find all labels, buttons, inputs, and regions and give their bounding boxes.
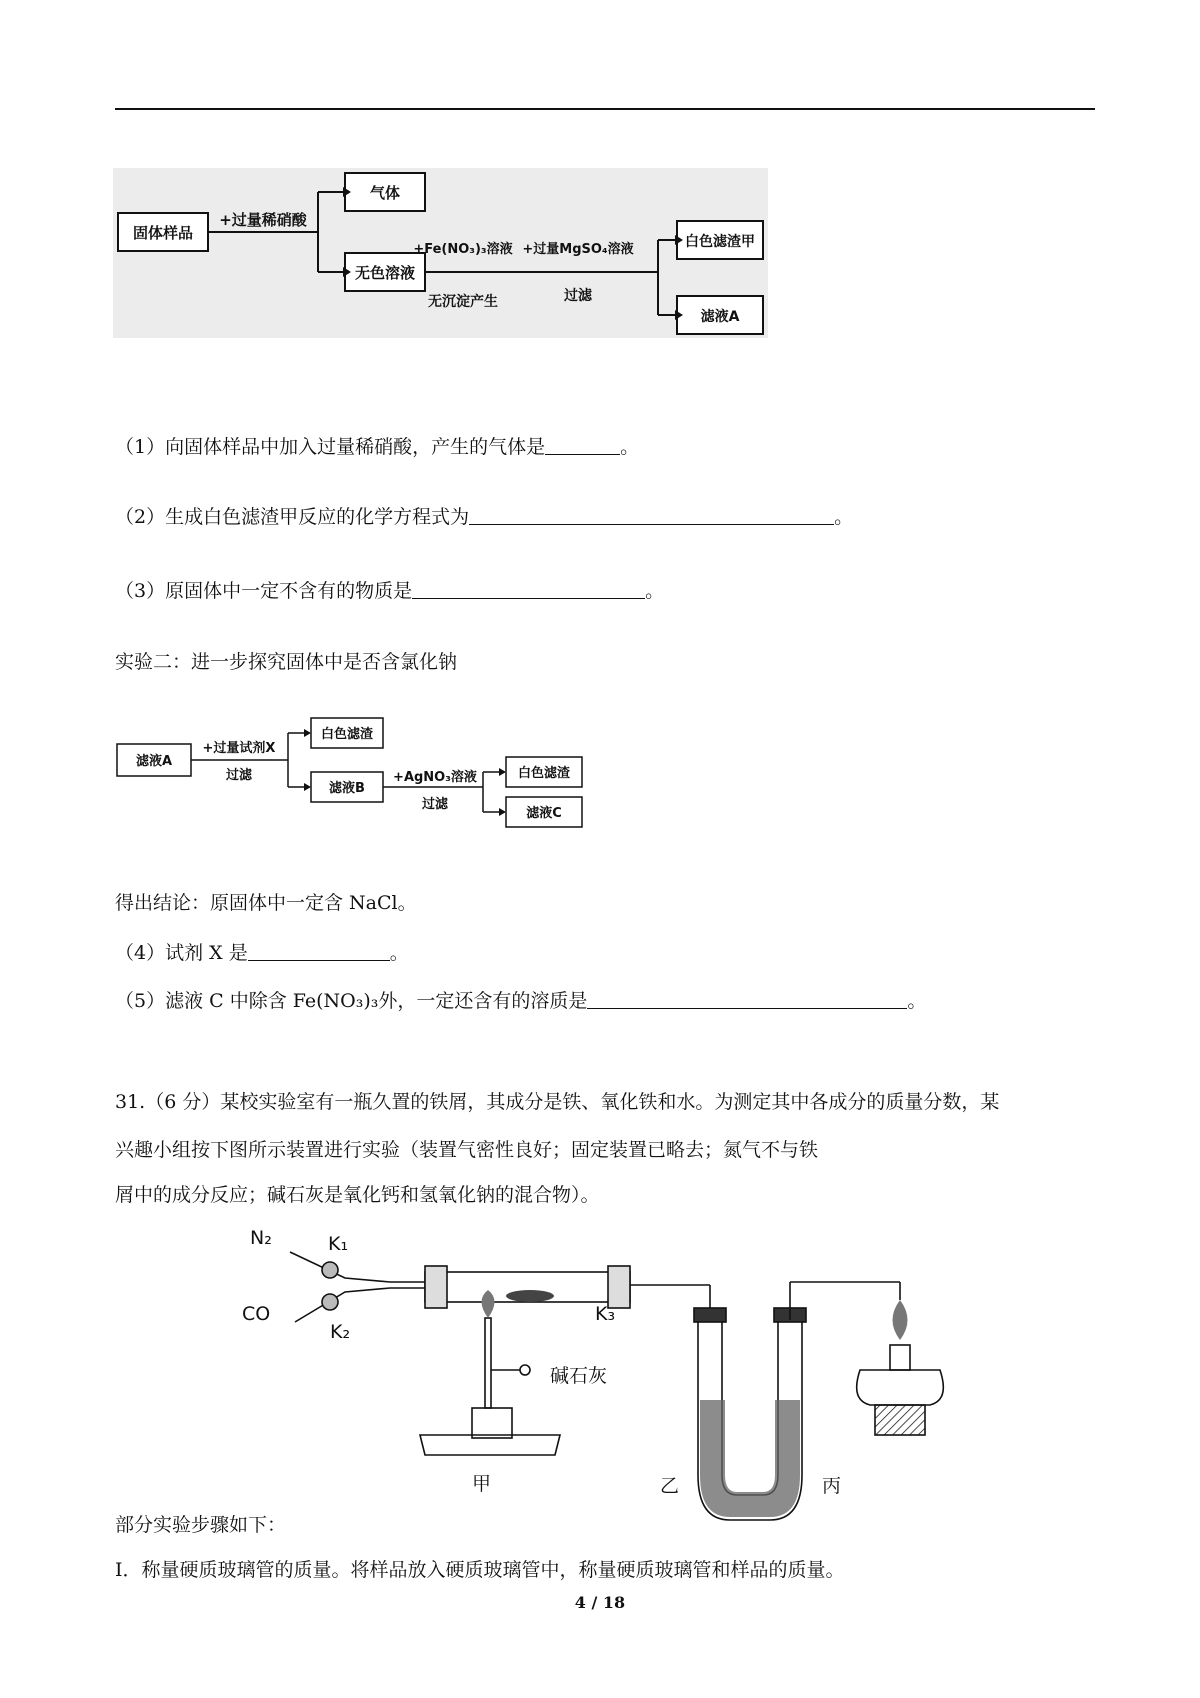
label-k2: K₂ [330, 1321, 351, 1343]
u-tube-stopper-left [694, 1308, 726, 1322]
answer-blank-3[interactable] [412, 580, 645, 599]
label-filtrate-b: 滤液B [329, 781, 365, 796]
answer-blank-1[interactable] [545, 436, 620, 455]
label-agno3: +AgNO₃溶液 [393, 770, 477, 785]
label-co: CO [242, 1303, 271, 1325]
question-1-text: （1）向固体样品中加入过量稀硝酸，产生的气体是 [115, 436, 546, 458]
question-2 [115, 502, 853, 529]
question-4-end: 。 [389, 942, 409, 964]
experiment-2-title: 实验二：进一步探究固体中是否含氯化钠 [115, 651, 458, 673]
label-filtrate-a-2: 滤液A [135, 754, 173, 769]
label-k3: K₃ [595, 1303, 616, 1325]
step-i: Ⅰ．称量硬质玻璃管的质量。将样品放入硬质玻璃管中，称量硬质玻璃管和样品的质量。 [115, 1559, 845, 1581]
question-31-line-2: 兴趣小组按下图所示装置进行实验（装置气密性良好；固定装置已略去；氮气不与铁 [115, 1139, 819, 1161]
flow-diagram-2 [113, 712, 583, 830]
label-bing: 丙 [822, 1475, 842, 1497]
label-white-residue-jia: 白色滤渣甲 [685, 234, 755, 250]
lamp-stand [875, 1405, 925, 1435]
question-2-text: （2）生成白色滤渣甲反应的化学方程式为 [115, 506, 470, 528]
soda-lime-fill [700, 1400, 800, 1517]
question-4 [115, 938, 409, 965]
iron-filings-sample [506, 1290, 554, 1302]
label-reagent-x: +过量试剂X [202, 741, 276, 756]
label-yi: 乙 [660, 1475, 680, 1497]
question-1-end: 。 [620, 436, 640, 458]
label-filter-2: 过滤 [421, 797, 449, 812]
question-3 [115, 576, 664, 603]
question-5-text: （5）滤液 C 中除含 Fe(NO₃)₃外，一定还含有的溶质是 [115, 990, 588, 1012]
lamp-flame [893, 1300, 908, 1340]
u-tube-inner [722, 1315, 778, 1495]
page-number: 4 / 18 [574, 1593, 626, 1612]
label-solid-sample: 固体样品 [132, 224, 194, 242]
question-31-line-3: 屑中的成分反应；碱石灰是氧化钙和氢氧化钠的混合物）。 [115, 1184, 600, 1206]
label-no-precipitate: 无沉淀产生 [428, 294, 498, 310]
label-gas: 气体 [369, 184, 401, 202]
label-white-residue: 白色滤渣 [320, 727, 374, 742]
label-filter-1: 过滤 [225, 768, 253, 783]
burner-column [485, 1318, 491, 1408]
stopper-right [608, 1266, 630, 1308]
k1-valve [322, 1262, 338, 1278]
burner-flame [482, 1290, 495, 1318]
n2-tube [290, 1252, 390, 1282]
label-fe-nitrate: +Fe(NO₃)₃溶液 [413, 242, 513, 257]
k2-valve [322, 1294, 338, 1310]
label-mgso4: +过量MgSO₄溶液 [522, 242, 634, 257]
label-colorless-solution: 无色溶液 [354, 264, 416, 282]
answer-blank-2[interactable] [469, 506, 834, 525]
apparatus-diagram [242, 1220, 950, 1500]
label-dilute-nitric: +过量稀硝酸 [219, 211, 307, 229]
question-5-end: 。 [907, 990, 927, 1012]
label-soda-lime: 碱石灰 [550, 1365, 608, 1387]
question-5 [115, 986, 926, 1013]
stopper-left [425, 1266, 447, 1308]
question-3-text: （3）原固体中一定不含有的物质是 [115, 580, 413, 602]
alcohol-lamp [857, 1370, 944, 1405]
question-4-text: （4）试剂 X 是 [115, 942, 248, 964]
label-jia: 甲 [472, 1473, 492, 1495]
header-rule [115, 108, 1095, 110]
question-2-end: 。 [834, 506, 854, 528]
label-filter: 过滤 [564, 288, 592, 304]
answer-blank-4[interactable] [248, 942, 390, 961]
label-filtrate-c: 滤液C [526, 806, 562, 821]
co-tube [295, 1288, 390, 1322]
flow-diagram-1 [113, 168, 768, 338]
label-white-residue-2: 白色滤渣 [517, 766, 571, 781]
label-n2: N₂ [250, 1227, 272, 1249]
label-k1: K₁ [328, 1233, 349, 1255]
conclusion: 得出结论：原固体中一定含 NaCl。 [115, 892, 417, 914]
answer-blank-5[interactable] [587, 990, 907, 1009]
question-1 [115, 432, 639, 459]
question-3-end: 。 [645, 580, 665, 602]
question-31-line-1: 31.（6 分）某校实验室有一瓶久置的铁屑，其成分是铁、氧化铁和水。为测定其中各成分的质量分数，某 [115, 1091, 1000, 1113]
label-filtrate-a: 滤液A [700, 309, 740, 325]
steps-title: 部分实验步骤如下： [115, 1514, 287, 1536]
